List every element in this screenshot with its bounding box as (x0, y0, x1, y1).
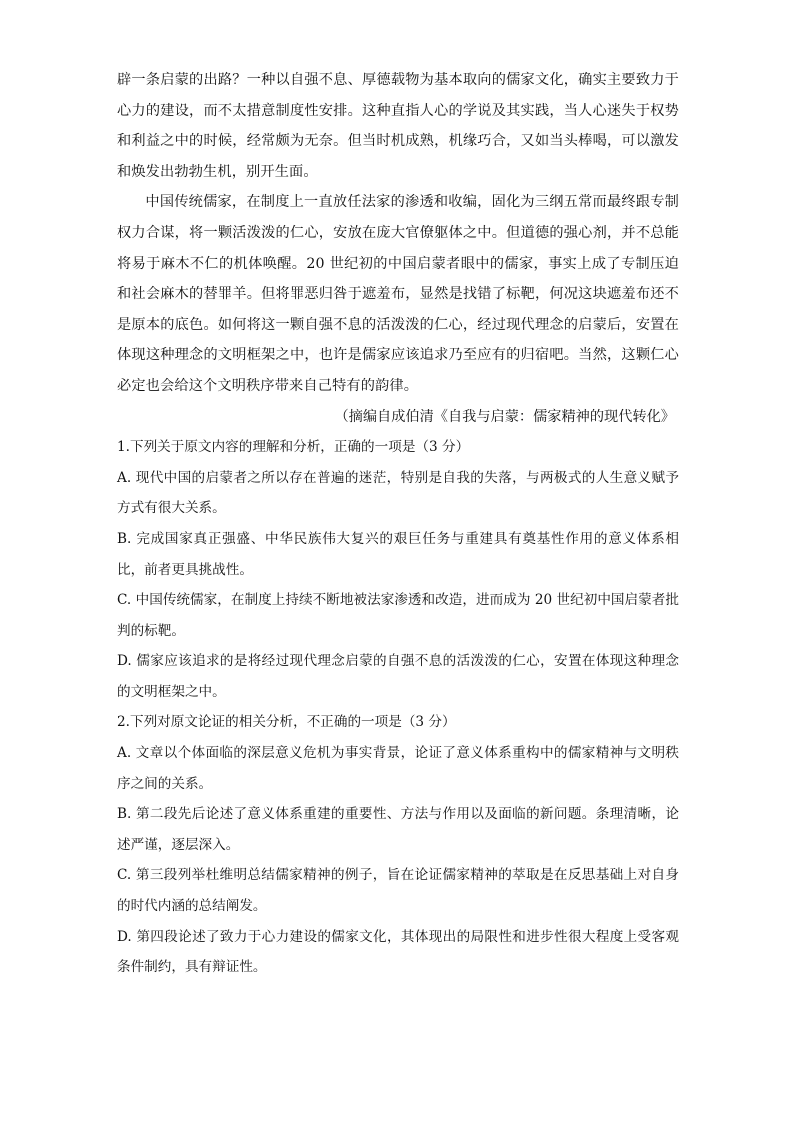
passage-paragraph-1: 辟一条启蒙的出路？一种以自强不息、厚德载物为基本取向的儒家文化，确实主要致力于心力的建设，而不太措意制度性安排。这种直指人心的学说及其实践，当人心迷失于权势和利益之中的时候，经常颇为无奈。但当时机成熟，机缘巧合，又如当头棒喝，可以激发和焕发出勃勃生机，别开生面。 (117, 72, 679, 180)
document-page (117, 65, 679, 983)
question-2-stem: 2.下列对原文论证的相关分析，不正确的一项是（3 分） (117, 714, 456, 731)
question-2-option-d: D. 第四段论述了致力于心力建设的儒家文化，其体现出的局限性和进步性很大程度上受客观条件制约，具有辩证性。 (117, 928, 679, 976)
question-1-option-a: A. 现代中国的启蒙者之所以存在普遍的迷茫，特别是自我的失落，与两极式的人生意义赋予方式有很大关系。 (117, 469, 679, 517)
question-1-option-c: C. 中国传统儒家，在制度上持续不断地被法家渗透和改造，进而成为 20 世纪初中国启蒙者批判的标靶。 (117, 592, 679, 639)
question-2-option-c: C. 第三段列举杜维明总结儒家精神的例子，旨在论证儒家精神的萃取是在反思基础上对自身的时代内涵的总结阐发。 (117, 867, 679, 915)
passage-paragraph-2: 中国传统儒家，在制度上一直放任法家的渗透和收编，固化为三纲五常而最终跟专制权力合谋，将一颗活泼泼的仁心，安放在庞大官僚躯体之中。但道德的强心剂，并不总能将易于麻木不仁的机体唤醒。20 世纪初的中国启蒙者眼中的儒家，事实上成了专制压迫和社会麻木的替罪羊。但将罪恶归咎于遮羞布，显然是找错了标靶，何况这块遮羞布还不是原本的底色。如何将这一颗自强不息的活泼泼的仁心，经过现代理念的启蒙后，安置在体现这种理念的文明框架之中，也许是儒家应该追求乃至应有的归宿吧。当然，这颗仁心必定也会给这个文明秩序带来自己特有的韵律。 (117, 194, 679, 394)
question-1 (117, 432, 679, 707)
question-1-option-d: D. 儒家应该追求的是将经过现代理念启蒙的自强不息的活泼泼的仁心，安置在体现这种理念的文明框架之中。 (117, 653, 679, 700)
question-2-option-b: B. 第二段先后论述了意义体系重建的重要性、方法与作用以及面临的新问题。条理清晰，论述严谨，逐层深入。 (117, 806, 679, 853)
question-2 (117, 707, 679, 982)
question-2-option-a: A. 文章以个体面临的深层意义危机为事实背景，论证了意义体系重构中的儒家精神与文明秩序之间的关系。 (117, 745, 679, 792)
passage-source: （摘编自成伯清《自我与启蒙：儒家精神的现代转化》 (334, 408, 675, 425)
question-1-option-b: B. 完成国家真正强盛、中华民族伟大复兴的艰巨任务与重建具有奠基性作用的意义体系相比，前者更具挑战性。 (117, 530, 679, 578)
question-1-stem: 1.下列关于原文内容的理解和分析，正确的一项是（3 分） (117, 439, 470, 456)
